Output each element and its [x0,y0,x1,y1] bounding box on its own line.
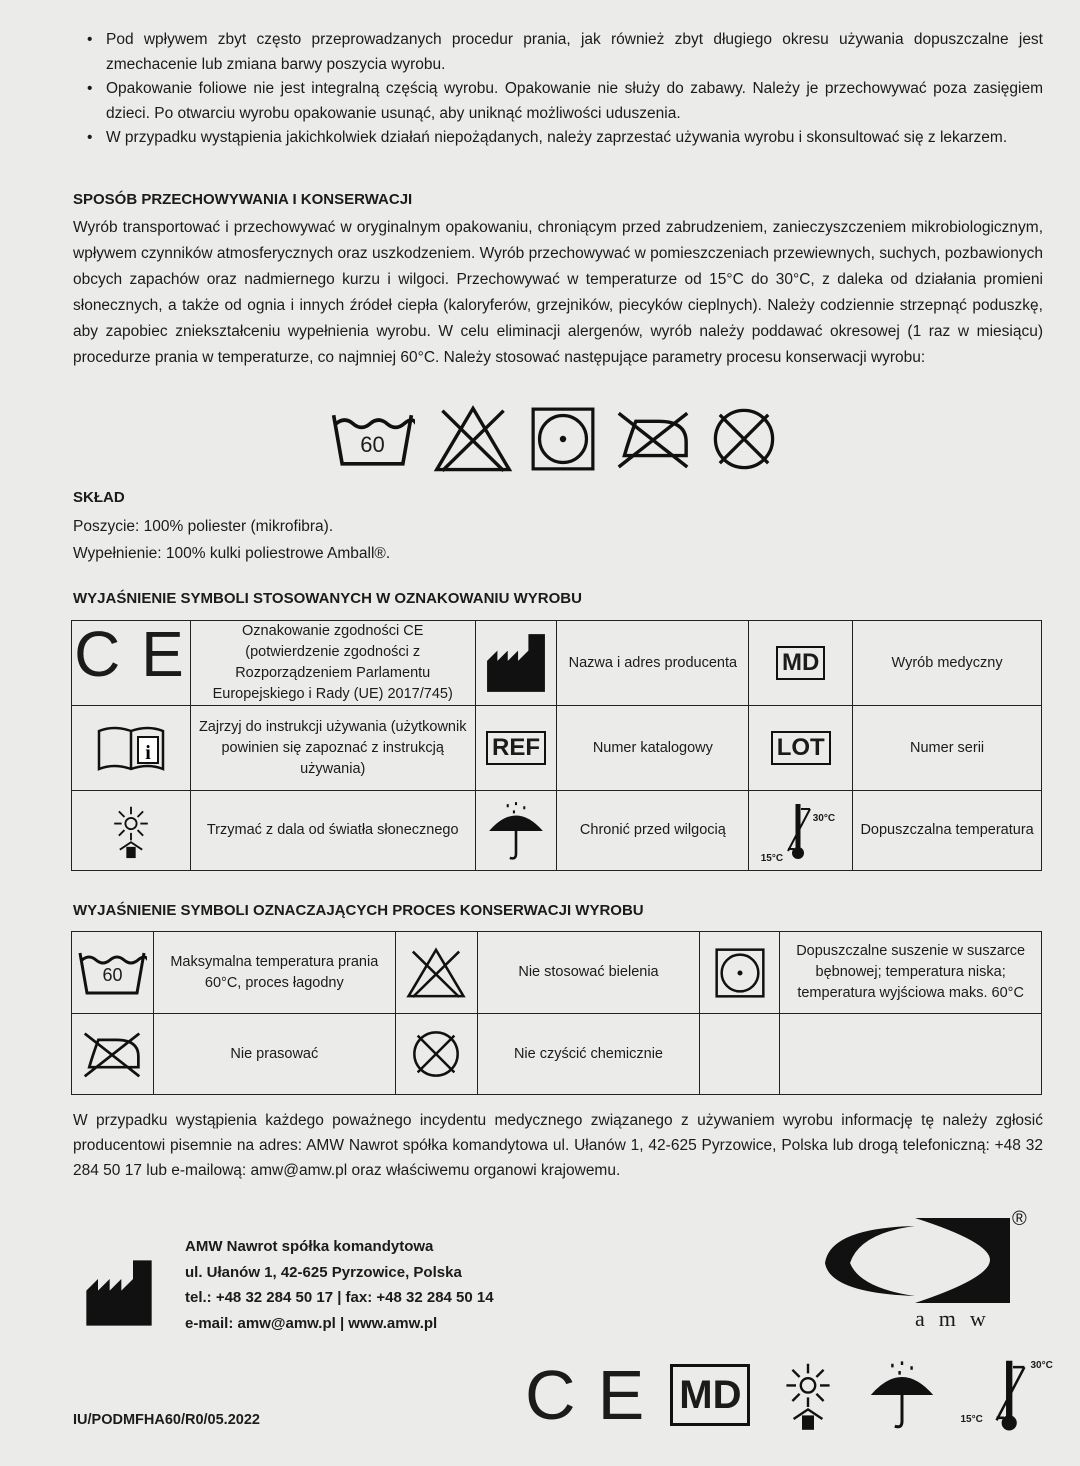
warnings-list [73,28,1043,151]
storage-text: Wyrób transportować i przechowywać w oryginalnym opakowaniu, chroniącym przed zabrudzeniem, zanieczyszczeniem mikrobiologicznym, wpływem czynników atmosferycznych oraz uszkodzeniem. Wyrób przechowywać w pomieszczeniach przewiewnych, suchych, pozbawionych obcych zapachów oraz nadmiernego kurzu i wilgoci. Przechowywać w temperaturze od 15°C do 30°C, z daleka od działania promieni słonecznych, a także od ognia i innych źródeł ciepła (kaloryferów, grzejników, piecyków cieplnych). Należy codziennie strzepnąć poduszkę, aby zapobiec zniekształceniu wypełnienia wyrobu. W celu eliminacji alergenów, wyrób należy poddawać okresowej (1 raz w miesiącu) procedurze prania w temperaturze, co najmniej 60°C. Należy stosować następujące parametry procesu konserwacji wyrobu: [73,219,1043,366]
document-code: IU/PODMFHA60/R0/05.2022 [73,1412,260,1428]
email-web: e-mail: amw@amw.pl | www.amw.pl [185,1314,438,1332]
md-icon: MD [776,646,825,680]
manufacturer-description: Nazwa i adres producenta [557,621,749,706]
instructions-icon [96,722,166,774]
dryclean-description: Nie czyścić chemicznie [477,1014,700,1095]
ce-mark-icon: C E [72,621,191,706]
keep-away-sunlight-icon [103,801,159,861]
street: ul. Ułanów 1, 42-625 Pyrzowice, Polska [185,1263,462,1281]
temperature-limit-icon: 30°C 15°C [761,800,841,862]
ce-description: Oznakowanie zgodności CE (potwierdzenie zgodności z Rozporządzeniem Parlamentu Europejskiego i Rady (UE) 2017/745) [190,621,475,706]
ref-icon: REF [486,731,546,765]
temp-description: Dopuszczalna temperatura [853,791,1042,871]
temperature-limit-icon: 30°C 15°C [960,1356,1060,1434]
keep-dry-umbrella-icon [485,800,547,862]
lot-description: Numer serii [853,706,1042,791]
ref-description: Numer katalogowy [557,706,749,791]
no-dry-clean-icon [411,1029,461,1079]
bleach-description: Nie stosować bielenia [477,932,700,1014]
wet-description: Chronić przed wilgocią [557,791,749,871]
care-icons-row [330,405,777,473]
sun-description: Trzymać z dala od światła słonecznego [190,791,475,871]
tumble-dry-low-icon [531,407,595,471]
no-bleach-icon [406,946,466,1000]
care-table [71,931,1042,1095]
composition [73,513,390,567]
keep-dry-umbrella-icon [866,1359,938,1431]
dry-description: Dopuszczalne suszenie w suszarce bębnowej; temperatura niska; temperatura wyjściowa maks. 60°C [780,932,1042,1014]
bottom-symbols [525,1355,1060,1435]
phone-fax: tel.: +48 32 284 50 17 | fax: +48 32 284 50 14 [185,1289,494,1306]
symbols-table [71,617,1042,871]
warning-item: • Opakowanie foliowe nie jest integralną częścią wyrobu. Opakowanie nie służy do zabawy. Należy je przechowywać poza zasięgiem dzieci. Po otwarciu wyrobu opakowanie usunąć, aby uniknąć możliwości uduszenia. [73,77,1043,126]
ce-mark-icon: C E [525,1356,649,1434]
md-description: Wyrób medyczny [853,621,1042,706]
incident-text: W przypadku wystąpienia każdego poważnego incydentu medycznego związanego z używaniem wyrobu informację tę należy zgłosić producentowi pisemnie na adres: AMW Nawrot spółka komandytowa ul. Ułanów 1, 42-625 Pyrzowice, Polska lub drogą telefoniczną: +48 32 284 50 17 lub e-mailową: amw@amw.pl oraz właściwemu organowi krajowemu. [73,1112,1043,1179]
ifu-description: Zajrzyj do instrukcji używania (użytkownik powinien się zapoznać z instrukcją używania) [190,706,475,791]
storage-heading: SPOSÓB PRZECHOWYWANIA I KONSERWACJI [73,191,413,208]
lot-icon: LOT [771,731,831,765]
warning-item: • Pod wpływem zbyt często przeprowadzanych procedur prania, jak również zbyt długiego okresu używania dopuszczalne jest zmechacenie lub zmiana barwy poszycia wyrobu. [73,28,1043,77]
symbols-heading: WYJAŚNIENIE SYMBOLI STOSOWANYCH W OZNAKOWANIU WYROBU [73,590,582,607]
filling-material: Wypełnienie: 100% kulki poliestrowe Amball®. [73,545,391,562]
warning-item: • W przypadku wystąpienia jakichkolwiek działań niepożądanych, należy zaprzestać używania wyrobu i skonsultować się z lekarzem. [73,126,1043,151]
manufacturer-icon [485,632,547,694]
wash-60-icon: 60 [77,948,147,998]
care-heading: WYJAŚNIENIE SYMBOLI OZNACZAJĄCYCH PROCES KONSERWACJI WYROBU [73,902,644,919]
keep-away-sunlight-icon [772,1359,844,1431]
md-icon: MD [670,1364,750,1426]
manufacturer-address [185,1234,494,1336]
manufacturer-icon [73,1258,165,1328]
cover-material: Poszycie: 100% poliester (mikrofibra). [73,518,334,535]
no-iron-icon [80,1029,144,1079]
no-dry-clean-icon [711,406,777,472]
composition-heading: SKŁAD [73,489,125,506]
amw-logo: ® amw [820,1208,1040,1333]
wash-description: Maksymalna temperatura prania 60°C, proces łagodny [153,932,395,1014]
iron-description: Nie prasować [153,1014,395,1095]
no-iron-icon [613,407,693,471]
no-bleach-icon [433,405,513,473]
tumble-dry-low-icon [715,948,765,998]
company-name: AMW Nawrot spółka komandytowa [185,1238,434,1255]
wash-60-icon: 60 [330,407,415,472]
